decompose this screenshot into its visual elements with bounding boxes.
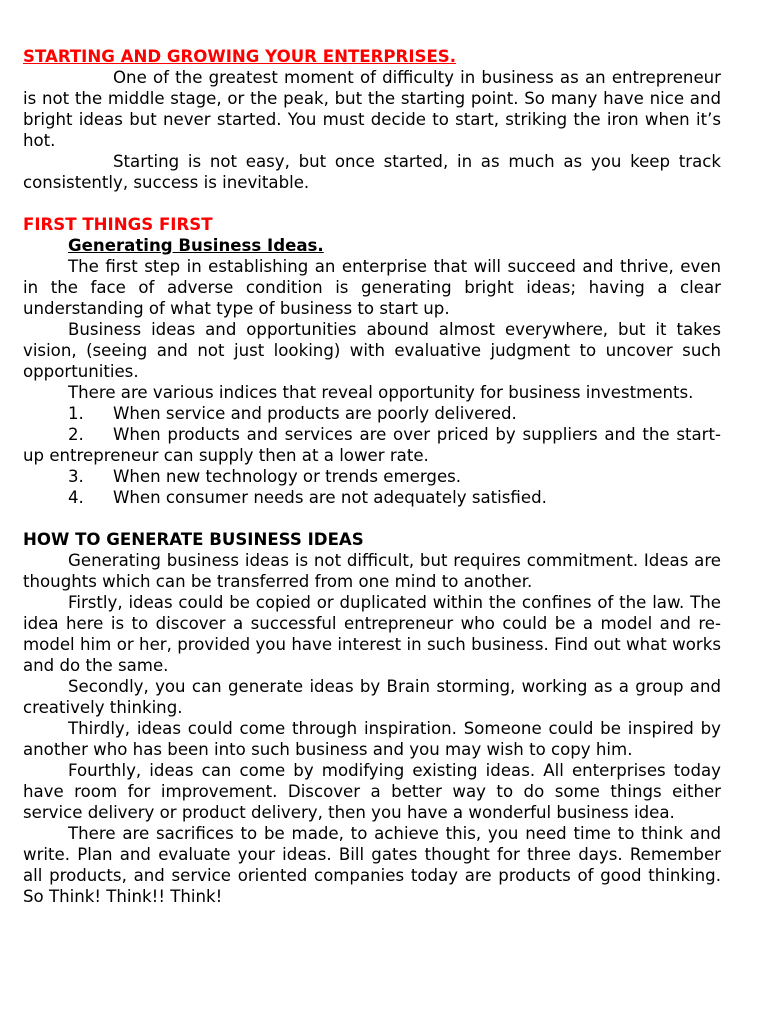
document-page xyxy=(23,46,721,907)
list-text: When products and services are over priced by suppliers and the start-up entrepreneur can supply then at a lower rate. xyxy=(23,425,721,465)
list-number: 3. xyxy=(68,467,84,486)
body-paragraph: Fourthly, ideas can come by modifying existing ideas. All enterprises today have room for improvement. Discover a better way to do some things either service delivery or product delivery, then you have a wonderful business idea. xyxy=(23,761,721,822)
list-item xyxy=(23,487,721,508)
body-paragraph: Firstly, ideas could be copied or duplicated within the confines of the law. The idea here is to discover a successful entrepreneur who could be a model and re-model him or her, provided you have interest in such business. Find out what works and do the same. xyxy=(23,593,721,675)
body-paragraph: Secondly, you can generate ideas by Brain storming, working as a group and creatively thinking. xyxy=(23,677,721,717)
list-text: When new technology or trends emerges. xyxy=(113,467,462,486)
list-number: 4. xyxy=(68,488,84,507)
section-heading-first-things-first: FIRST THINGS FIRST xyxy=(23,215,213,234)
document-title: STARTING AND GROWING YOUR ENTERPRISES. xyxy=(23,47,457,66)
intro-paragraph: One of the greatest moment of difficulty in business as an entrepreneur is not the middle stage, or the peak, but the starting point. So many have nice and bright ideas but never started. You must decide to start, striking the iron when it’s hot. xyxy=(23,68,721,150)
list-item xyxy=(23,466,721,487)
body-paragraph: The first step in establishing an enterprise that will succeed and thrive, even in the face of adverse condition is generating bright ideas; having a clear understanding of what type of business to start up. xyxy=(23,257,721,318)
spacer xyxy=(23,508,721,529)
list-text: When service and products are poorly delivered. xyxy=(113,404,517,423)
body-paragraph: Generating business ideas is not difficult, but requires commitment. Ideas are thoughts which can be transferred from one mind to another. xyxy=(23,551,721,591)
spacer xyxy=(23,193,721,214)
list-item xyxy=(23,424,721,466)
list-number: 1. xyxy=(68,404,84,423)
body-paragraph: There are various indices that reveal opportunity for business investments. xyxy=(68,383,694,402)
section-heading-how-to-generate: HOW TO GENERATE BUSINESS IDEAS xyxy=(23,530,364,549)
body-paragraph: There are sacrifices to be made, to achieve this, you need time to think and write. Plan and evaluate your ideas. Bill gates thought for three days. Remember all products, and service oriented companies today are products of good thinking. So Think! Think!! Think! xyxy=(23,824,721,906)
intro-paragraph: Starting is not easy, but once started, in as much as you keep track consistently, success is inevitable. xyxy=(23,152,721,192)
body-paragraph: Business ideas and opportunities abound almost everywhere, but it takes vision, (seeing and not just looking) with evaluative judgment to uncover such opportunities. xyxy=(23,320,721,381)
list-number: 2. xyxy=(68,425,84,444)
body-paragraph: Thirdly, ideas could come through inspiration. Someone could be inspired by another who has been into such business and you may wish to copy him. xyxy=(23,719,721,759)
list-text: When consumer needs are not adequately satisfied. xyxy=(113,488,547,507)
subheading-generating-business-ideas: Generating Business Ideas. xyxy=(68,236,324,255)
list-item xyxy=(23,403,721,424)
